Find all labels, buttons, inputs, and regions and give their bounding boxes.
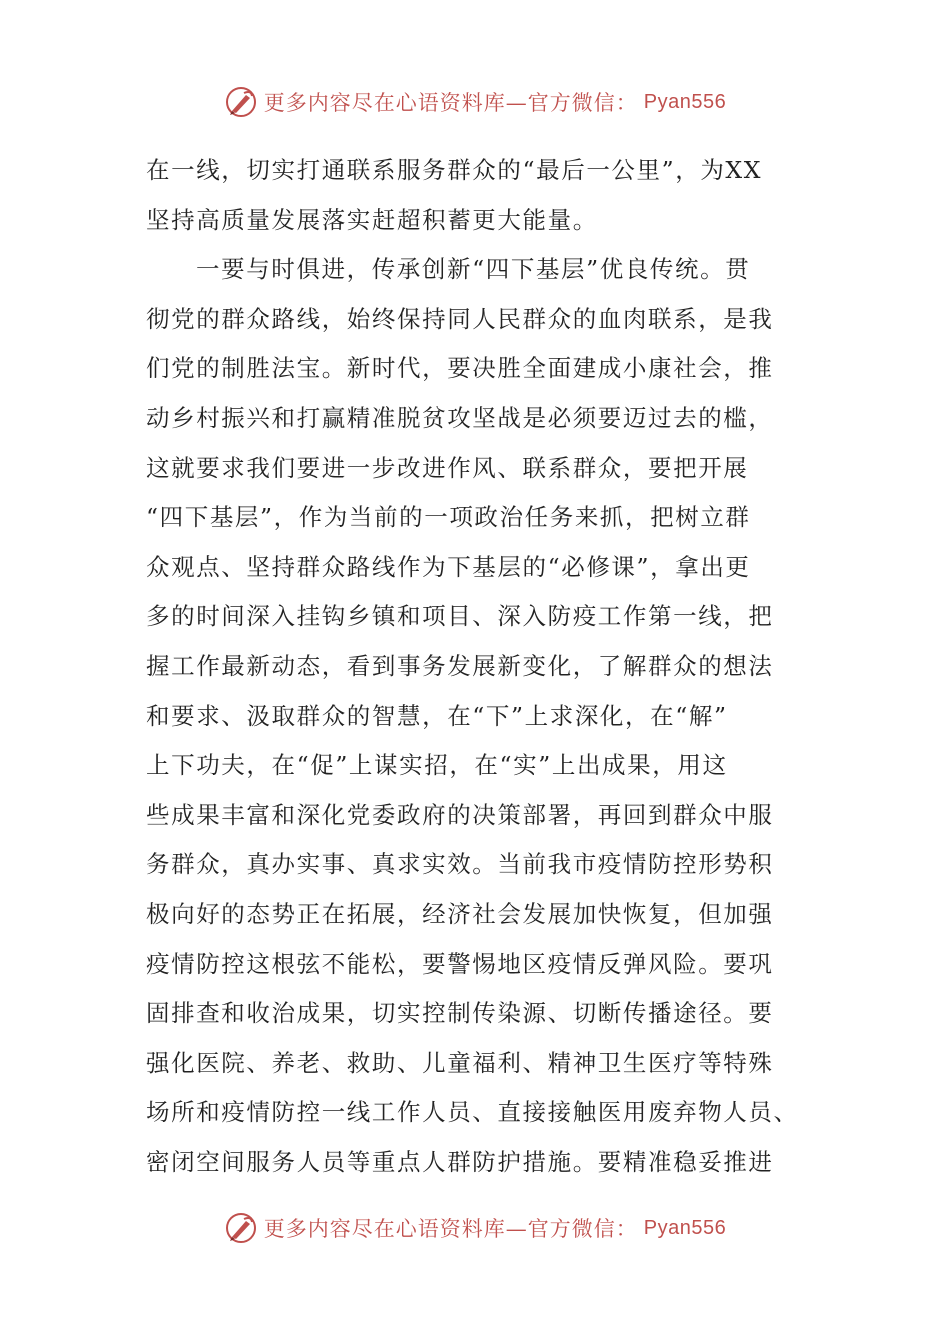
- body-line: 强化医院、养老、救助、儿童福利、精神卫生医疗等特殊: [146, 1048, 774, 1077]
- body-line: 在一线，切实打通联系服务群众的“最后一公里”，为XX: [146, 156, 763, 184]
- body-line: 极向好的态势正在拓展，经济社会发展加快恢复，但加强: [146, 899, 774, 928]
- body-line: 场所和疫情防控一线工作人员、直接接触医用废弃物人员、: [146, 1098, 799, 1127]
- pen-logo-icon: [224, 1211, 258, 1245]
- header-wechat-id: Pyan556: [643, 90, 727, 113]
- body-line: 固排查和收治成果，切实控制传染源、切断传播途径。要: [146, 999, 774, 1028]
- body-line: 动乡村振兴和打赢精准脱贫攻坚战是必须要迈过去的槛，: [146, 403, 774, 432]
- header-banner: [0, 82, 950, 122]
- body-line: 密闭空间服务人员等重点人群防护措施。要精准稳妥推进: [146, 1147, 774, 1176]
- footer-banner-text: 更多内容尽在心语资料库—官方微信：: [263, 1217, 638, 1241]
- body-line: 这就要求我们要进一步改进作风、联系群众，要把开展: [146, 453, 749, 482]
- footer-wechat-id: Pyan556: [643, 1216, 727, 1239]
- body-line: 众观点、坚持群众路线作为下基层的“必修课”，拿出更: [146, 552, 751, 581]
- body-line: 握工作最新动态，看到事务发展新变化，了解群众的想法: [146, 651, 774, 680]
- body-line: 一要与时俱进，传承创新“四下基层”优良传统。贯: [196, 255, 751, 284]
- body-line: 些成果丰富和深化党委政府的决策部署，再回到群众中服: [146, 800, 774, 829]
- body-line: 们党的制胜法宝。新时代，要决胜全面建成小康社会，推: [146, 354, 774, 383]
- footer-banner: [0, 1208, 950, 1248]
- body-line: “四下基层”，作为当前的一项政治任务来抓，把树立群: [146, 503, 751, 532]
- body-line: 彻党的群众路线，始终保持同人民群众的血肉联系，是我: [146, 304, 774, 333]
- body-line: 坚持高质量发展落实赶超积蓄更大能量。: [146, 205, 598, 234]
- body-line: 上下功夫，在“促”上谋实招，在“实”上出成果，用这: [146, 751, 728, 780]
- body-line: 和要求、汲取群众的智慧，在“下”上求深化，在“解”: [146, 701, 728, 730]
- body-line: 务群众，真办实事、真求实效。当前我市疫情防控形势积: [146, 850, 774, 879]
- header-banner-text: 更多内容尽在心语资料库—官方微信：: [263, 91, 638, 115]
- pen-logo-icon: [224, 85, 258, 119]
- body-line: 疫情防控这根弦不能松，要警惕地区疫情反弹风险。要巩: [146, 949, 774, 978]
- document-body: [146, 146, 806, 1187]
- body-line: 多的时间深入挂钩乡镇和项目、深入防疫工作第一线，把: [146, 602, 774, 631]
